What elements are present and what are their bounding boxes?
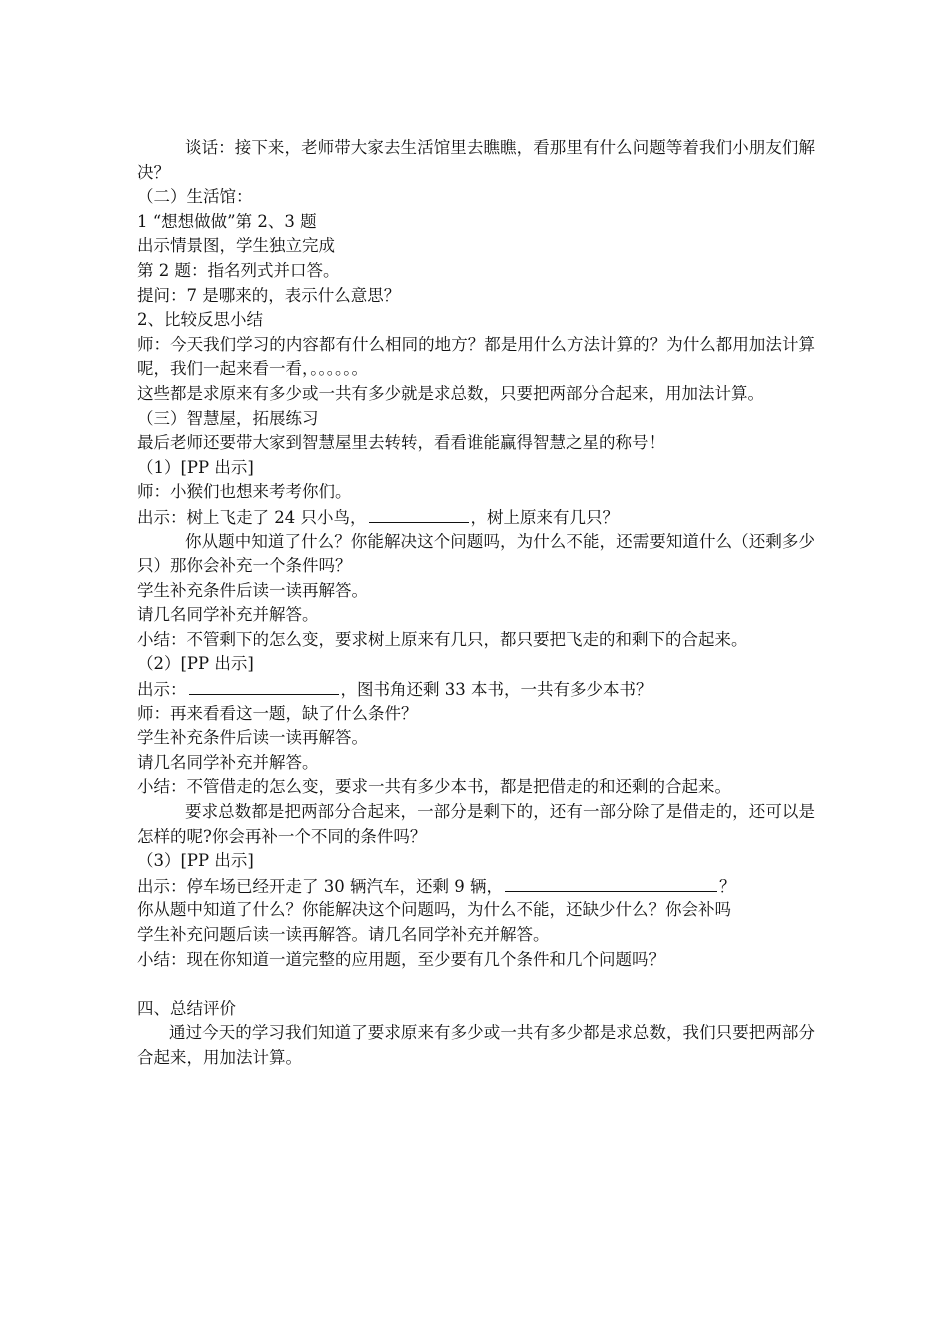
text-line: 学生补充条件后读一读再解答。: [137, 580, 368, 600]
item-heading-3: （3）[PP 出示]: [137, 851, 254, 871]
paragraph-summary: 这些都是求原来有多少或一共有多少就是求总数，只要把两部分合起来，用加法计算。: [137, 383, 764, 403]
text-line: 小结：不管借走的怎么变，要求一共有多少本书，都是把借走的和还剩的合起来。: [137, 777, 731, 797]
text-line: 1 “想想做做”第 2、3 题: [137, 211, 317, 231]
section-heading-life-hall: （二）生活馆：: [137, 187, 253, 207]
text-line: 学生补充问题后读一读再解答。请几名同学补充并解答。: [137, 925, 550, 944]
text-line: 第 2 题：指名列式并口答。: [137, 260, 340, 280]
problem-2: [137, 677, 815, 702]
spacer: [137, 972, 815, 997]
paragraph-question-1: 你从题中知道了什么？你能解决这个问题吗，为什么不能，还需要知道什么（还剩多少只）那你会补充一个条件吗？: [137, 531, 815, 576]
paragraph-question-2: 要求总数都是把两部分合起来，一部分是剩下的，还有一部分除了是借走的，还可以是怎样的呢?你会再补一个不同的条件吗？: [137, 802, 815, 846]
problem-2-end: ，图书角还剩 33 本书，一共有多少本书？: [340, 680, 653, 700]
text-line: 你从题中知道了什么？你能解决这个问题吗，为什么不能，还缺少什么？你会补吗: [137, 900, 731, 920]
problem-1-start: 出示：树上飞走了 24 只小鸟，: [137, 507, 367, 527]
text-line: 师：再来看看这一题，缺了什么条件？: [137, 703, 418, 723]
text-line: 学生补充条件后读一读再解答。: [137, 728, 368, 748]
problem-1: [137, 505, 815, 530]
fill-blank: [369, 505, 469, 523]
problem-3-start: 出示：停车场已经开走了 30 辆汽车，还剩 9 辆，: [137, 876, 503, 896]
problem-3-end: ？: [718, 876, 736, 896]
document-page: [137, 136, 815, 1071]
fill-blank: [505, 874, 717, 892]
subheading-compare: 2、比较反思小结: [137, 310, 263, 330]
paragraph-conclusion: 通过今天的学习我们知道了要求原来有多少或一共有多少都是求总数，我们只要把两部分合起来，用加法计算。: [137, 1023, 815, 1067]
section-heading-summary: 四、总结评价: [137, 998, 236, 1018]
text-line: 最后老师还要带大家到智慧屋里去转转，看看谁能赢得智慧之星的称号！: [137, 433, 665, 453]
fill-blank: [189, 677, 339, 695]
text-line: 小结：现在你知道一道完整的应用题，至少要有几个条件和几个问题吗？: [137, 949, 665, 969]
text-line: 师：小猴们也想来考考你们。: [137, 482, 352, 502]
problem-1-end: ，树上原来有几只？: [470, 507, 619, 527]
item-heading-2: （2）[PP 出示]: [137, 654, 254, 674]
text-line: 出示情景图，学生独立完成: [137, 236, 335, 256]
problem-2-start: 出示：: [137, 680, 187, 700]
paragraph-intro: 谈话：接下来，老师带大家去生活馆里去瞧瞧，看那里有什么问题等着我们小朋友们解决？: [137, 138, 815, 182]
item-heading-1: （1）[PP 出示]: [137, 457, 254, 477]
paragraph-teacher: 师：今天我们学习的内容都有什么相同的地方？都是用什么方法计算的？为什么都用加法计算呢，我们一起来看一看，。。。。。。: [137, 334, 815, 379]
problem-3: [137, 874, 815, 899]
text-line: 请几名同学补充并解答。: [137, 752, 319, 772]
text-line: 提问：7 是哪来的，表示什么意思？: [137, 285, 401, 305]
section-heading-wisdom-house: （三）智慧屋，拓展练习: [137, 408, 319, 428]
text-line: 请几名同学补充并解答。: [137, 605, 319, 625]
text-line: 小结：不管剩下的怎么变，要求树上原来有几只，都只要把飞走的和剩下的合起来。: [137, 629, 748, 649]
